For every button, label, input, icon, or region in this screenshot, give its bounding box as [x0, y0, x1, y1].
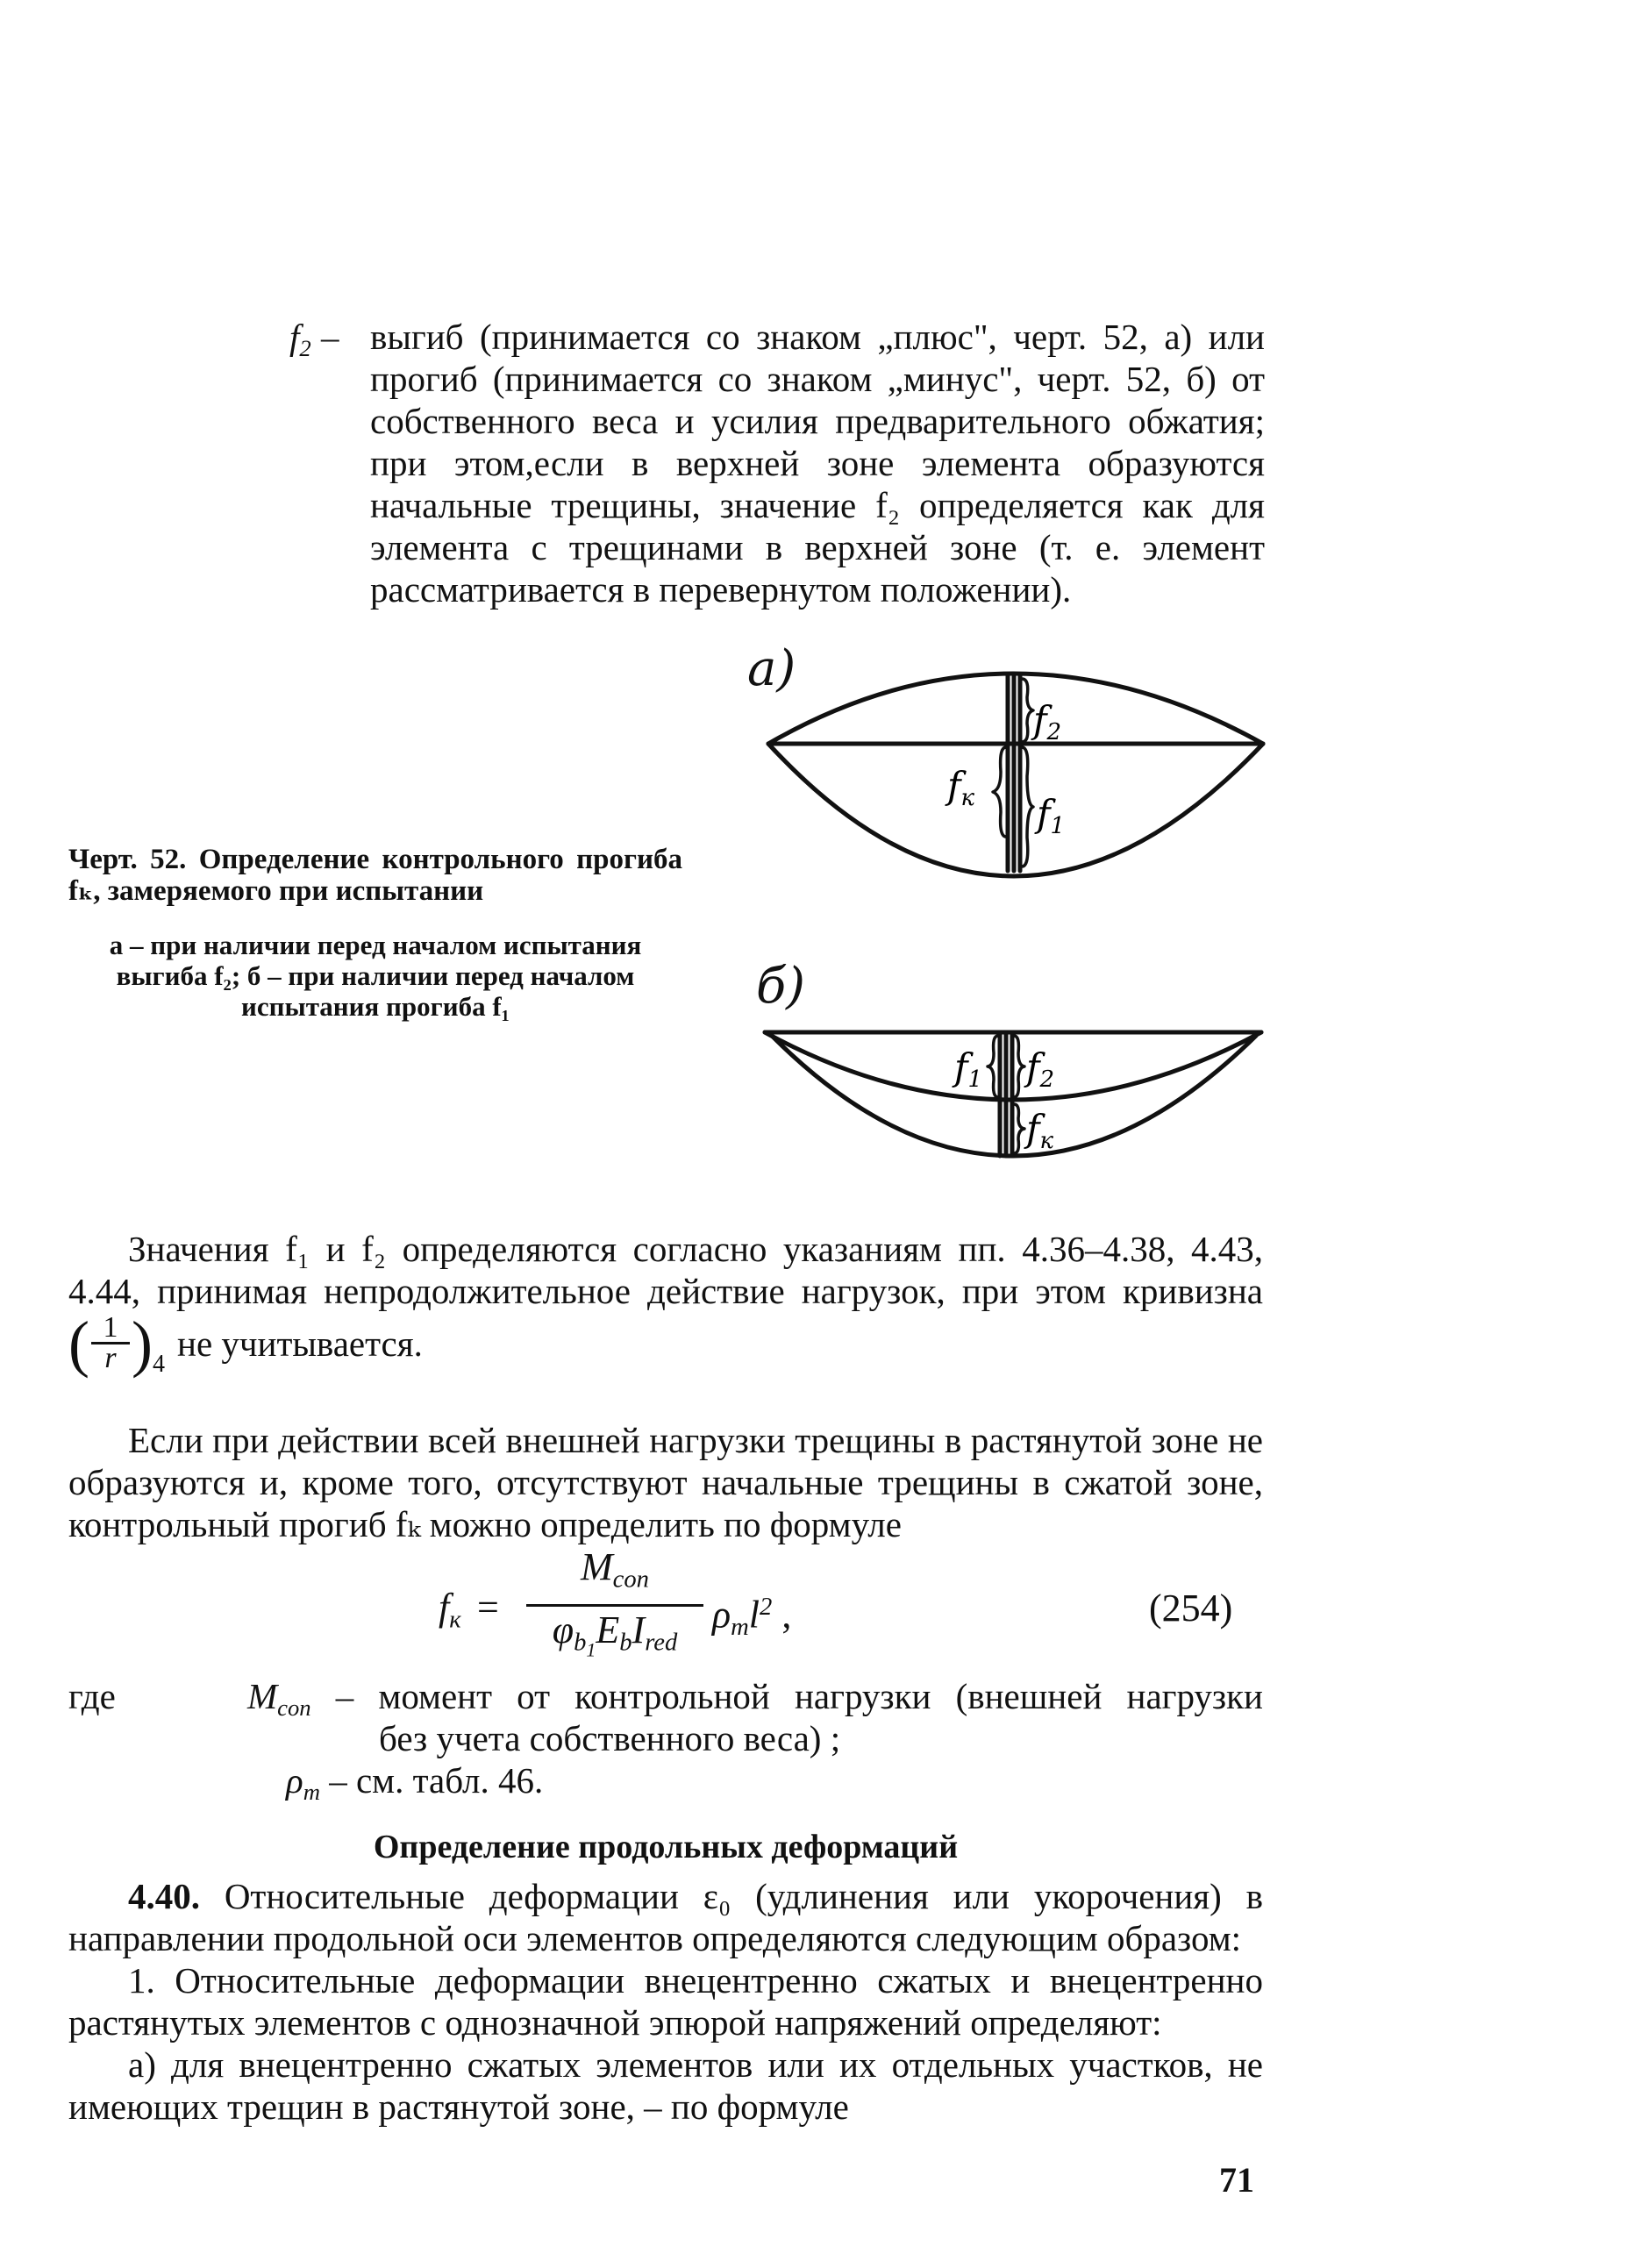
figure-b-brace-f1	[988, 1036, 998, 1097]
where-rho-symbol: $\rho_m$	[286, 1760, 320, 1805]
f2-symbol: $f_2$	[289, 317, 311, 361]
figure-b-brace-f2	[1014, 1036, 1024, 1097]
figure-a-brace-f2	[1022, 679, 1033, 742]
figure-b-fk-label: fк	[1026, 1107, 1054, 1154]
f2-dash: –	[321, 317, 339, 357]
formula-lhs: $f_к$	[439, 1586, 461, 1634]
figure-b-brace-fk	[1014, 1104, 1024, 1153]
paragraph-item-1: 1. Относительные деформации внецентренно сжатых и внецентренно растянутых элементов с однозначной эпюрой напряжений определяют:	[68, 1960, 1263, 2043]
figure-b-diagram	[754, 1013, 1281, 1166]
page-number: 71	[1219, 2160, 1254, 2200]
curvature-fraction: 1 r	[91, 1314, 130, 1373]
figure-b-f2-label: f2	[1026, 1045, 1055, 1093]
paragraph-control-deflection: Если при действии всей внешней нагрузки трещины в растянутой зоне не образуются и, кроме того, отсутствуют начальные трещины в сжатой зоне, контрольный прогиб fₖ можно определить по формуле	[68, 1420, 1263, 1544]
formula-number: (254)	[1149, 1587, 1233, 1630]
figure-a-f1-label: f1	[1037, 792, 1066, 839]
paragraph-values-line-1: Значения f₁ и f₂ определяются согласно указаниям пп. 4.36–4.38, 4.43,	[128, 1229, 1263, 1269]
curvature-paren-right: )	[132, 1309, 153, 1379]
figure-a-brace-f1	[1022, 747, 1033, 867]
paragraph-4-40	[68, 1875, 1263, 1959]
paragraph-4-40-text: Относительные деформации ε₀ (удлинения или укорочения) в направлении продольной оси элементов определяются следующим образом:	[68, 1876, 1263, 1958]
figure-a-f2-label: f2	[1033, 698, 1062, 745]
figure-b-f1-label: f1	[954, 1045, 983, 1093]
where-mcon-text-1: – момент от контрольной нагрузки (внешней нагрузки	[310, 1676, 1263, 1716]
paragraph-values-line-3	[68, 1309, 1263, 1379]
curvature-paren-left: (	[68, 1309, 89, 1379]
paragraph-values-line-2: 4.44, принимая непродолжительное действие нагрузок, при этом кривизна	[68, 1271, 1263, 1311]
formula-254	[439, 1545, 1105, 1668]
formula-rho-l: $\rho_ml^2$ ,	[712, 1593, 792, 1641]
where-label: где	[68, 1676, 116, 1716]
f2-definition-text: выгиб (принимается со знаком „плюс", черт. 52, а) или прогиб (принимается со знаком „минус", черт. 52, б) от собственного веса и усилия предварительного обжатия; при этом,если в верхней зоне элемента образуются начальные трещины, значение f₂ определяется как для элемента с трещинами в верхней зоне (т. е. элемент рассматривается в перевернутом положении).	[370, 317, 1265, 610]
paragraph-values-f1-f2	[68, 1228, 1263, 1379]
figure-caption-text: а – при наличии перед началом испытания выгиба f₂; б – при наличии перед началом испытания прогиба f₁	[109, 930, 642, 1022]
section-title: Определение продольных деформаций	[373, 1829, 959, 1865]
curvature-rest-text: не учитывается.	[177, 1323, 423, 1364]
figure-a-brace-fk	[993, 747, 1006, 837]
where-rho-def	[286, 1759, 543, 1813]
figure-caption-title: Черт. 52. Определение контрольного прогиба fₖ, замеряемого при испытании	[68, 844, 682, 907]
formula-equals: =	[477, 1586, 499, 1629]
figure-a-diagram	[754, 667, 1281, 886]
figure-label-b: б)	[756, 958, 806, 1015]
figure-caption	[68, 844, 682, 1022]
figure-a-measure-rod	[1008, 675, 1020, 871]
where-mcon-symbol: $M_{con}$	[247, 1676, 311, 1721]
formula-fraction: $M_{con}$ $\varphi_{b1}E_bI_{red}$	[526, 1545, 703, 1672]
where-rho-text: – см. табл. 46.	[319, 1760, 544, 1801]
curvature-subscript: 4	[153, 1351, 165, 1378]
paragraph-item-a: а) для внецентренно сжатых элементов или их отдельных участков, не имеющих трещин в растянутой зоне, – по формуле	[68, 2044, 1263, 2127]
figure-a-fk-label: fк	[947, 764, 975, 811]
figure-label-a: а)	[747, 640, 796, 697]
where-mcon-text-2: без учета собственного веса) ;	[379, 1718, 841, 1758]
paragraph-4-40-number: 4.40.	[128, 1876, 200, 1916]
figure-b-measure-rod	[1000, 1032, 1012, 1156]
